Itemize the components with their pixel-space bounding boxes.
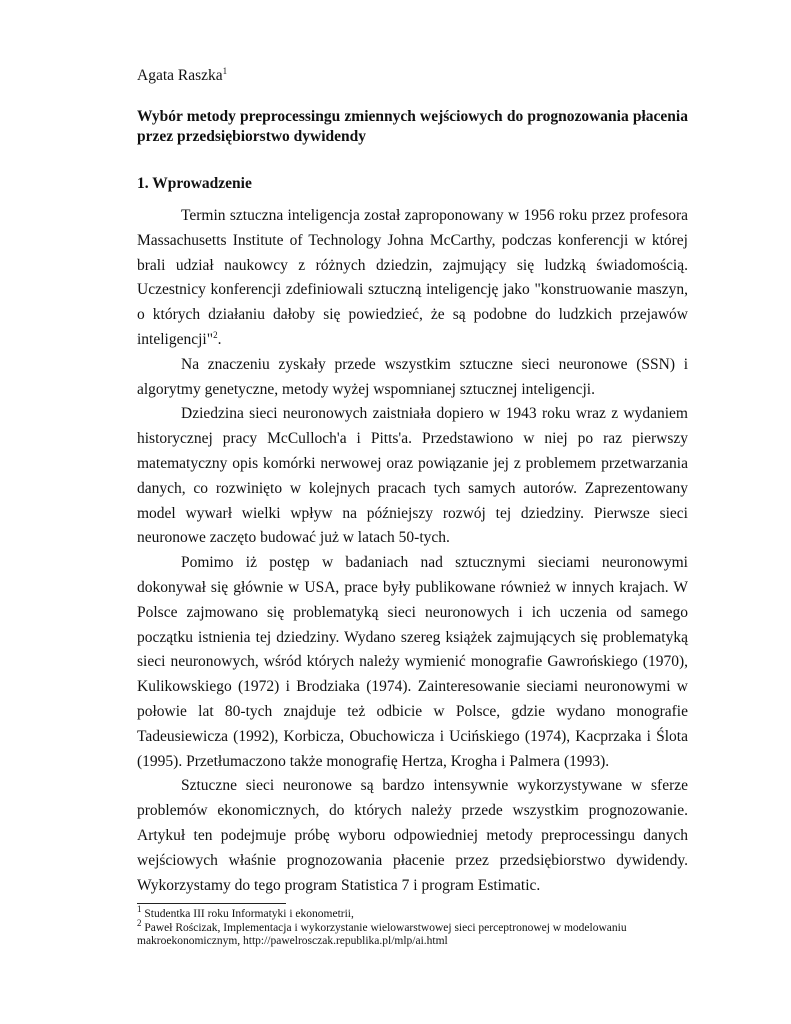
footnote-divider [137,903,286,904]
author-line [137,66,227,86]
paragraph-3: Dziedzina sieci neuronowych zaistniała dopiero w 1943 roku wraz z wydaniem historycznej pracy McCulloch'a i Pitts'a. Przedstawiono w niej po raz pierwszy matematyczny opis komórki nerwowej oraz powiązanie jej z problemem przetwarzania danych, co rozwinięto w kolejnych pracach tych samych autorów. Zaprezentowany model wywarł wielki wpływ na późniejszy rozwój tej dziedziny. Pierwsze sieci neuronowe zaczęto budować już w latach 50-tych. [137,405,688,547]
paper-title: Wybór metody preprocessingu zmiennych wejściowych do prognozowania płacenia przez przedsiębiorstwo dywidendy [137,108,688,145]
footnote-ref-2: 2 [213,329,218,340]
footnotes [137,904,688,949]
paragraph-1-end: . [217,330,222,348]
paragraph-5: Sztuczne sieci neuronowe są bardzo intensywnie wykorzystywane w sferze problemów ekonomicznych, do których należy przede wszystkim prognozowanie. Artykuł ten podejmuje próbę wyboru odpowiedniej metody preprocessingu danych wejściowych właśnie prognozowania płacenie przez przedsiębiorstwo dywidendy. Wykorzystamy do tego program Statistica 7 i program Estimatic. [137,777,688,894]
paragraph-2: Na znaczeniu zyskały przede wszystkim sztuczne sieci neuronowe (SSN) i algorytmy genetyczne, metody wyżej wspomnianej sztucznej inteligencji. [137,355,688,398]
author-name: Agata Raszka [137,67,223,84]
footnote-1-mark: 1 [137,904,142,915]
section-heading: 1. Wprowadzenie [137,175,252,192]
body-text [137,204,688,898]
footnote-2-text: Paweł Rościzak, Implementacja i wykorzystanie wielowarstwowej sieci perceptronowej w modelowaniu makroekonomicznym, http://pawelrosczak.republika.pl/mlp/ai.html [137,921,627,947]
paragraph-4: Pomimo iż postęp w badaniach nad sztucznymi sieciami neuronowymi dokonywał się głównie w USA, prace były publikowane również w innych krajach. W Polsce zajmowano się problematyką sieci neuronowych i ich uczenia od samego początku istnienia tej dziedziny. Wydano szereg książek zajmujących się problematyką sieci neuronowych, wśród których należy wymienić monografie Gawrońskiego (1970), Kulikowskiego (1972) i Brodziaka (1974). Zainteresowanie sieciami neuronowymi w połowie lat 80-tych znajduje też odbicie w Polsce, gdzie wydano monografie Tadeusiewicza (1992), Korbicza, Obuchowicza i Ucińskiego (1974), Kacprzaka i Ślota (1995). Przetłumaczono także monografię Hertza, Krogha i Palmera (1993). [137,554,688,770]
paragraph-1-text: Termin sztuczna inteligencja został zaproponowany w 1956 roku przez profesora Massachusetts Institute of Technology Johna McCarthy, podczas konferencji w której brali udział naukowcy z różnych dziedzin, zajmujący się ludzką świadomością. Uczestnicy konferencji zdefiniowali sztuczną inteligencję jako "konstruowanie maszyn, o których działaniu dałoby się powiedzieć, że są podobne do ludzkich przejawów inteligencji" [137,207,688,348]
author-footnote-mark: 1 [222,65,228,76]
footnote-2 [137,917,688,949]
footnote-1-text: Studentka III roku Informatyki i ekonometrii, [144,908,354,920]
footnote-1 [137,904,688,922]
footnote-2-mark: 2 [137,917,142,928]
paragraph-1 [137,204,688,353]
